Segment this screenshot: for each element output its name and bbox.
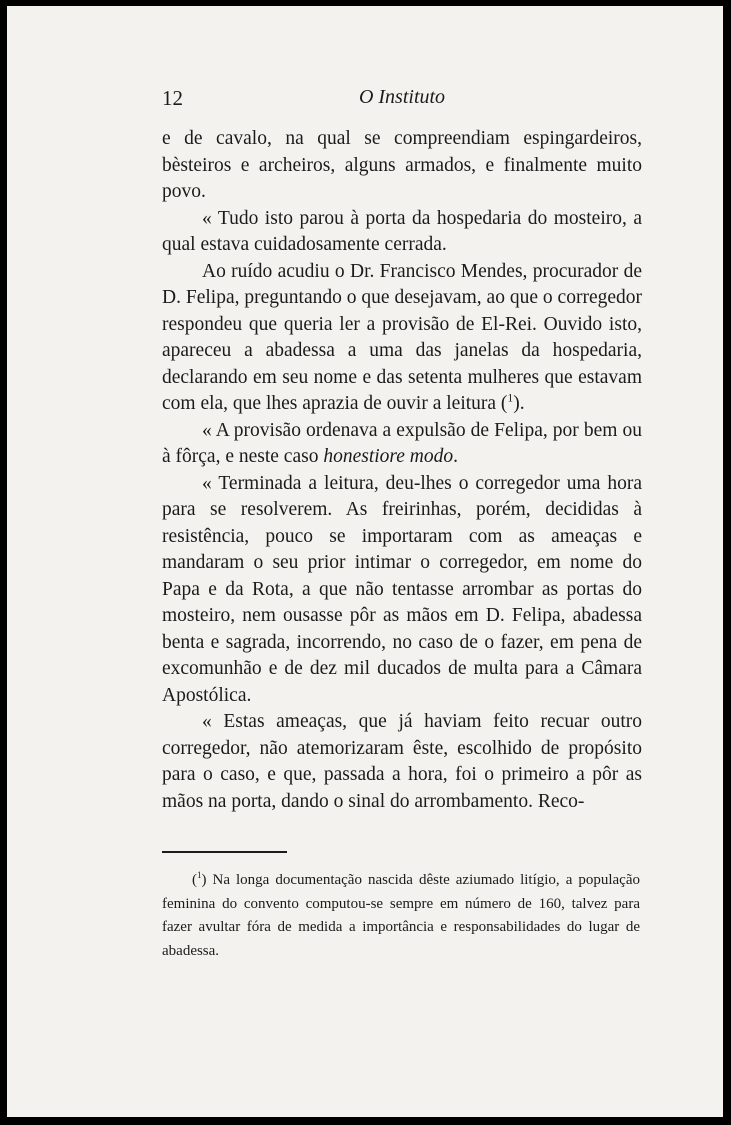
paragraph-3: Ao ruído acudiu o Dr. Francisco Mendes, procurador de D. Felipa, preguntando o que desejavam, ao que o corregedor respondeu que queria ler a provisão de El-Rei. Ouvido isto, apareceu a abadessa a uma das janelas da hospedaria, declarando em seu nome e das setenta mulheres que estavam com ela, que lhes aprazia de ouvir a leitura ($^1$). xyxy=(162,260,642,414)
footnote xyxy=(162,869,640,963)
footnote-text: ($^1$) Na longa documentação nascida dêste aziumado litígio, a população feminina do convento computou-se sempre em número de 160, talvez para fazer avultar fóra de medida a importância e responsabilidades do lugar de abadessa. xyxy=(162,870,640,959)
book-page xyxy=(7,6,723,1117)
running-title: O Instituto xyxy=(358,86,446,108)
paragraph-5: « Terminada a leitura, deu-lhes o corregedor uma hora para se resolverem. As freirinhas, porém, decididas à resistência, pouco se importaram com as ameaças e mandaram o seu prior intimar o corregedor, em nome do Papa e da Rota, a que não tentasse arrombar as portas do mosteiro, nem ousasse pôr as mãos em D. Felipa, abadessa benta e sagrada, incorrendo, no caso de o fazer, em pena de excomunhão e de dez mil ducados de multa para a Câmara Apostólica. xyxy=(162,472,642,706)
paragraph-2: « Tudo isto parou à porta da hospedaria do mosteiro, a qual estava cuidadosamente cerrada. xyxy=(162,207,642,255)
footnote-divider xyxy=(162,851,287,853)
page-number: 12 xyxy=(162,86,183,110)
paragraph-6: « Estas ameaças, que já haviam feito recuar outro corregedor, não atemorizaram êste, escolhido de propósito para o caso, e que, passada a hora, foi o primeiro a pôr as mãos na porta, dando o sinal do arrombamento. Reco- xyxy=(162,711,642,812)
paragraph-1: e de cavalo, na qual se compreendiam espingardeiros, bèsteiros e archeiros, alguns armados, e finalmente muito povo. xyxy=(162,128,642,202)
latin-phrase: honestiore modo xyxy=(323,446,454,467)
page-header xyxy=(162,86,642,114)
footnote-reference[interactable]: 1 xyxy=(507,391,514,405)
body-text xyxy=(162,126,642,815)
paragraph-4: « A provisão ordenava a expulsão de Felipa, por bem ou à fôrça, e neste caso honestiore modo. xyxy=(162,419,642,467)
footnote-mark: 1 xyxy=(197,870,202,880)
